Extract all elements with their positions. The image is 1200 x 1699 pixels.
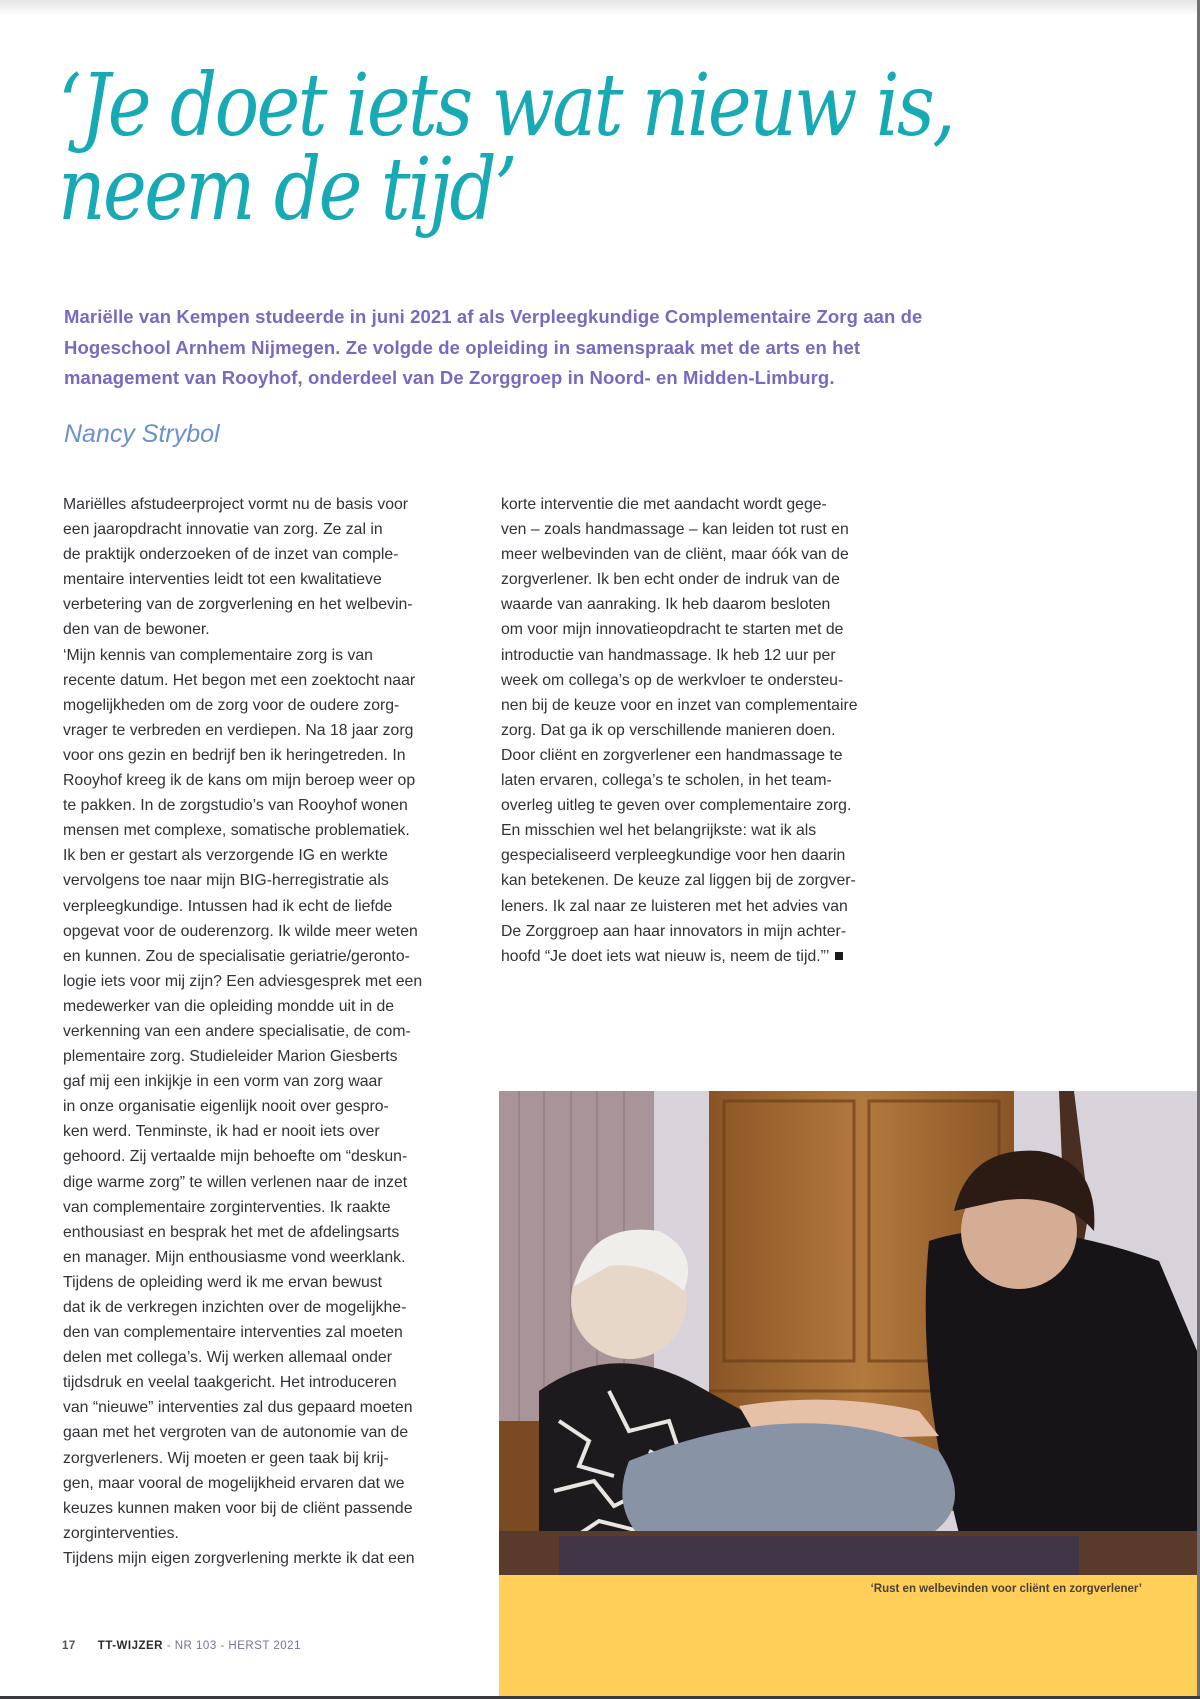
page-footer	[62, 1640, 301, 1652]
magazine-issue: - NR 103 - HERST 2021	[163, 1640, 301, 1652]
body-paragraph: Mariëlles afstudeerproject vormt nu de basis voor een jaaropdracht innovatie van zorg. Ze zal in de praktijk onderzoeken of de inzet van comple- mentaire interventies leidt tot een kwalitatieve verbetering van de zorgverlening en het welbevin- den van de bewoner.	[63, 496, 413, 639]
article-photo	[499, 1091, 1197, 1575]
body-paragraph: Tijdens mijn eigen zorgverlening merkte ik dat een	[63, 1549, 415, 1567]
article-title	[58, 56, 954, 240]
article-title-line-1: ‘Je doet iets wat nieuw is,	[58, 56, 954, 156]
end-of-article-mark-icon	[835, 952, 843, 960]
photo-caption: ‘Rust en welbevinden voor cliënt en zorgverlener’	[870, 1583, 1142, 1595]
article-title-line-2: neem de tijd’	[58, 140, 516, 240]
page-top-shadow	[0, 0, 1200, 16]
article-author: Nancy Strybol	[64, 420, 220, 448]
body-column-right	[501, 492, 921, 969]
body-paragraph-text: korte interventie die met aandacht wordt gege- ven – zoals handmassage – kan leiden tot rust en meer welbevinden van de cliënt, maar óók van de zorgverlener. Ik ben echt onder de indruk van de waarde van aanraking. Ik heb daarom besloten om voor mijn innovatieopdracht te starten met de introductie van handmassage. Ik heb 12 uur per week om collega’s op de werkvloer te ondersteu- nen bij de keuze voor en inzet van complementaire zorg. Dat ga ik op verschillende manieren doen. Door cliënt en zorgverlener een handmassage te laten ervaren, collega’s te scholen, in het team- overleg uitleg te geven over complementaire zorg. En misschien wel het belangrijkste: wat ik als gespecialiseerd verpleegkundige voor hen daarin kan betekenen. De keuze zal liggen bij de zorgver- leners. Ik zal naar ze luisteren met het advies van De Zorggroep aan haar innovators in mijn achter- hoofd “Je doet iets wat nieuw is, neem de tijd.”’	[501, 496, 858, 965]
magazine-name: TT-WIJZER	[97, 1640, 163, 1652]
photo-caregiver-shirt	[926, 1230, 1197, 1575]
photo-table-rug	[559, 1536, 1079, 1575]
page-number: 17	[62, 1640, 76, 1652]
body-paragraph	[501, 492, 921, 969]
photo-hand-massage-illustration	[499, 1091, 1197, 1575]
body-column-left	[63, 492, 483, 1571]
body-paragraph: ‘Mijn kennis van complementaire zorg is van recente datum. Het begon met een zoektocht naar mogelijkheden om de zorg voor de oudere zorg- vrager te verbreden en verdiepen. Na 18 jaar zorg voor ons gezin en bedrijf ben ik heringetreden. In Rooyhof kreeg ik de kans om mijn beroep weer op te pakken. In de zorgstudio’s van Rooyhof wonen mensen met complexe, somatische problematiek. Ik ben er gestart als verzorgende IG en werkte vervolgens toe naar mijn BIG-herregistratie als verpleegkundige. Intussen had ik echt de liefde opgevat voor de ouderenzorg. Ik wilde meer weten en kunnen. Zou de specialisatie geriatrie/geronto- logie iets voor mij zijn? Een adviesgesprek met een medewerker van die opleiding mondde uit in de verkenning van een andere specialisatie, de com- plementaire zorg. Studieleider Marion Giesberts gaf mij een inkijkje in een vorm van zorg waar in onze organisatie eigenlijk nooit over gespro- ken werd. Tenminste, ik had er nooit iets over gehoord. Zij vertaalde mijn behoefte om “deskun- dige warme zorg” te willen verlenen naar de inzet van complementaire zorginterventies. Ik raakte enthousiast en besprak het met de afdelingsarts en manager. Mijn enthousiasme vond weerklank. Tijdens de opleiding werd ik me ervan bewust dat ik de verkregen inzichten over de mogelijkhe- den van complementaire interventies zal moeten delen met collega’s. Wij werken allemaal onder tijdsdruk en veelal taakgericht. Het introduceren van “nieuwe” interventies zal dus gepaard moeten gaan met het vergroten van de autonomie van de zorgverleners. Wij moeten er geen taak bij krij- gen, maar vooral de mogelijkheid ervaren dat we keuzes kunnen maken voor bij de cliënt passende zorginterventies.	[63, 646, 423, 1542]
photo-caption-block	[499, 1575, 1197, 1696]
article-intro: Mariëlle van Kempen studeerde in juni 2021 af als Verpleegkundige Complementaire Zorg aan de Hogeschool Arnhem Nijmegen. Ze volgde de opleiding in samenspraak met de arts en het management van Rooyhof, onderdeel van De Zorggroep in Noord- en Midden-Limburg.	[64, 306, 923, 388]
